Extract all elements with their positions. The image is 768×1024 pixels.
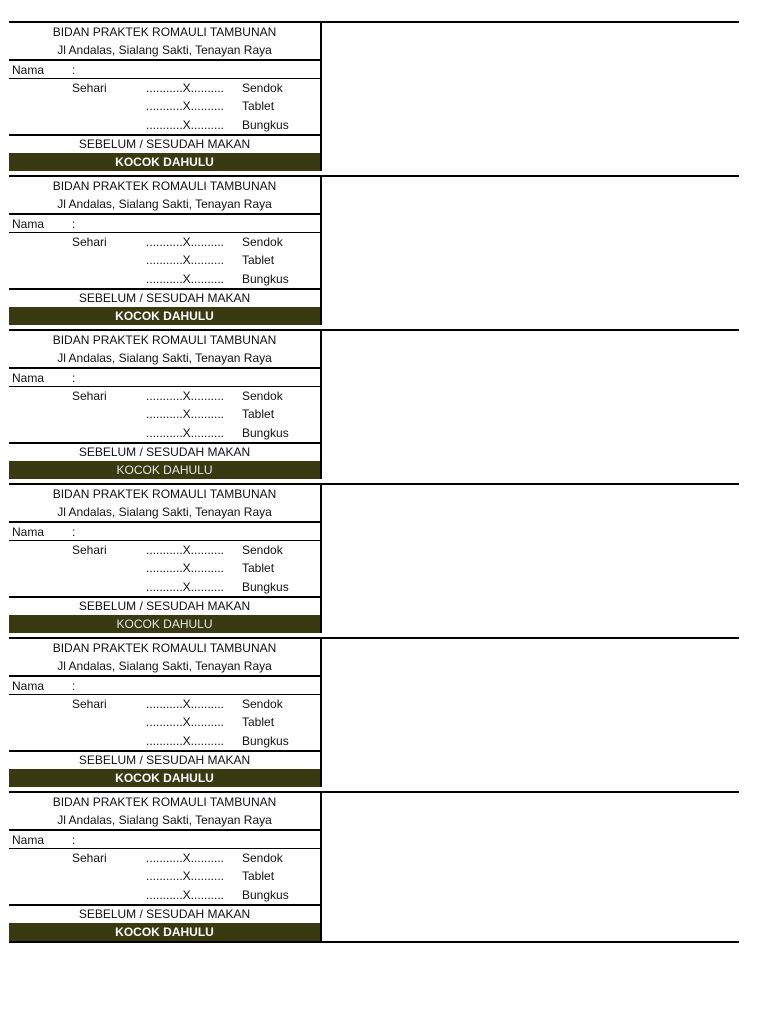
patient-name-row [9,831,320,849]
timing-instruction: SEBELUM / SESUDAH MAKAN [9,134,320,153]
unit-sendok: Sendok [242,543,283,557]
patient-name-row [9,215,320,233]
sehari-label: Sehari [72,851,107,865]
unit-bungkus: Bungkus [242,118,289,132]
dose-blank: ...........X.......... [146,389,225,403]
shake-warning-banner: KOCOK DAHULU [9,923,320,941]
unit-bungkus: Bungkus [242,734,289,748]
shake-warning-banner: KOCOK DAHULU [9,769,320,787]
dosage-row-sendok [9,695,320,713]
dosage-row-tablet [9,867,320,885]
dosage-row-sendok [9,79,320,97]
unit-sendok: Sendok [242,81,283,95]
medicine-label-5 [9,637,739,787]
dosage-row-bungkus [9,732,320,750]
clinic-name: BIDAN PRAKTEK ROMAULI TAMBUNAN [52,795,277,809]
dose-blank: ...........X.......... [146,888,225,902]
unit-sendok: Sendok [242,235,283,249]
dosage-row-sendok [9,849,320,867]
dosage-row-tablet [9,559,320,577]
shake-warning-banner: KOCOK DAHULU [9,461,320,479]
unit-sendok: Sendok [242,389,283,403]
unit-tablet: Tablet [242,715,275,729]
patient-name-row [9,369,320,387]
dosage-row-bungkus [9,424,320,442]
timing-instruction: SEBELUM / SESUDAH MAKAN [9,596,320,615]
sehari-label: Sehari [72,697,107,711]
unit-bungkus: Bungkus [242,426,289,440]
unit-tablet: Tablet [242,99,275,113]
dose-blank: ...........X.......... [146,426,225,440]
dosage-row-tablet [9,405,320,423]
nama-label: Nama [12,833,45,847]
shake-warning-banner: KOCOK DAHULU [9,153,320,171]
patient-name-row [9,61,320,79]
unit-bungkus: Bungkus [242,580,289,594]
dose-blank: ...........X.......... [146,734,225,748]
dose-blank: ...........X.......... [146,99,225,113]
dosage-row-sendok [9,233,320,251]
dose-blank: ...........X.......... [146,543,225,557]
timing-instruction: SEBELUM / SESUDAH MAKAN [9,288,320,307]
clinic-address: Jl Andalas, Sialang Sakti, Tenayan Raya [9,195,320,215]
medicine-label-4 [9,483,739,633]
dosage-row-bungkus [9,116,320,134]
unit-bungkus: Bungkus [242,272,289,286]
nama-colon: : [72,525,76,539]
label-content [9,177,322,325]
dose-blank: ...........X.......... [146,697,225,711]
dose-blank: ...........X.......... [146,715,225,729]
dose-blank: ...........X.......... [146,851,225,865]
unit-sendok: Sendok [242,851,283,865]
sehari-label: Sehari [72,81,107,95]
dosage-row-tablet [9,97,320,115]
unit-tablet: Tablet [242,253,275,267]
clinic-address: Jl Andalas, Sialang Sakti, Tenayan Raya [9,349,320,369]
nama-colon: : [72,63,76,77]
nama-label: Nama [12,217,45,231]
label-content [9,331,322,479]
clinic-address: Jl Andalas, Sialang Sakti, Tenayan Raya [9,41,320,61]
clinic-address: Jl Andalas, Sialang Sakti, Tenayan Raya [9,811,320,831]
label-sheet [9,21,739,943]
nama-colon: : [72,833,76,847]
unit-tablet: Tablet [242,407,275,421]
dose-blank: ...........X.......... [146,253,225,267]
timing-instruction: SEBELUM / SESUDAH MAKAN [9,442,320,461]
nama-label: Nama [12,525,45,539]
label-content [9,23,322,171]
nama-label: Nama [12,63,45,77]
dosage-row-bungkus [9,886,320,904]
clinic-name: BIDAN PRAKTEK ROMAULI TAMBUNAN [52,179,277,193]
unit-bungkus: Bungkus [242,888,289,902]
dose-blank: ...........X.......... [146,235,225,249]
label-content [9,485,322,633]
dose-blank: ...........X.......... [146,580,225,594]
patient-name-row [9,677,320,695]
dosage-row-sendok [9,387,320,405]
patient-name-row [9,523,320,541]
unit-sendok: Sendok [242,697,283,711]
sehari-label: Sehari [72,543,107,557]
nama-colon: : [72,371,76,385]
dose-blank: ...........X.......... [146,869,225,883]
sehari-label: Sehari [72,389,107,403]
sehari-label: Sehari [72,235,107,249]
dose-blank: ...........X.......... [146,561,225,575]
shake-warning-banner: KOCOK DAHULU [9,307,320,325]
unit-tablet: Tablet [242,561,275,575]
clinic-name: BIDAN PRAKTEK ROMAULI TAMBUNAN [52,487,277,501]
label-content [9,793,322,941]
label-content [9,639,322,787]
dosage-row-sendok [9,541,320,559]
clinic-name: BIDAN PRAKTEK ROMAULI TAMBUNAN [52,25,277,39]
dose-blank: ...........X.......... [146,272,225,286]
medicine-label-6 [9,791,739,943]
dose-blank: ...........X.......... [146,118,225,132]
dose-blank: ...........X.......... [146,407,225,421]
medicine-label-2 [9,175,739,325]
medicine-label-1 [9,21,739,171]
dosage-row-bungkus [9,270,320,288]
clinic-address: Jl Andalas, Sialang Sakti, Tenayan Raya [9,657,320,677]
clinic-name: BIDAN PRAKTEK ROMAULI TAMBUNAN [52,641,277,655]
dosage-row-tablet [9,251,320,269]
unit-tablet: Tablet [242,869,275,883]
clinic-name: BIDAN PRAKTEK ROMAULI TAMBUNAN [52,333,277,347]
clinic-address: Jl Andalas, Sialang Sakti, Tenayan Raya [9,503,320,523]
nama-label: Nama [12,679,45,693]
nama-colon: : [72,217,76,231]
shake-warning-banner: KOCOK DAHULU [9,615,320,633]
dosage-row-bungkus [9,578,320,596]
dose-blank: ...........X.......... [146,81,225,95]
medicine-label-3 [9,329,739,479]
dosage-row-tablet [9,713,320,731]
nama-colon: : [72,679,76,693]
timing-instruction: SEBELUM / SESUDAH MAKAN [9,904,320,923]
timing-instruction: SEBELUM / SESUDAH MAKAN [9,750,320,769]
nama-label: Nama [12,371,45,385]
